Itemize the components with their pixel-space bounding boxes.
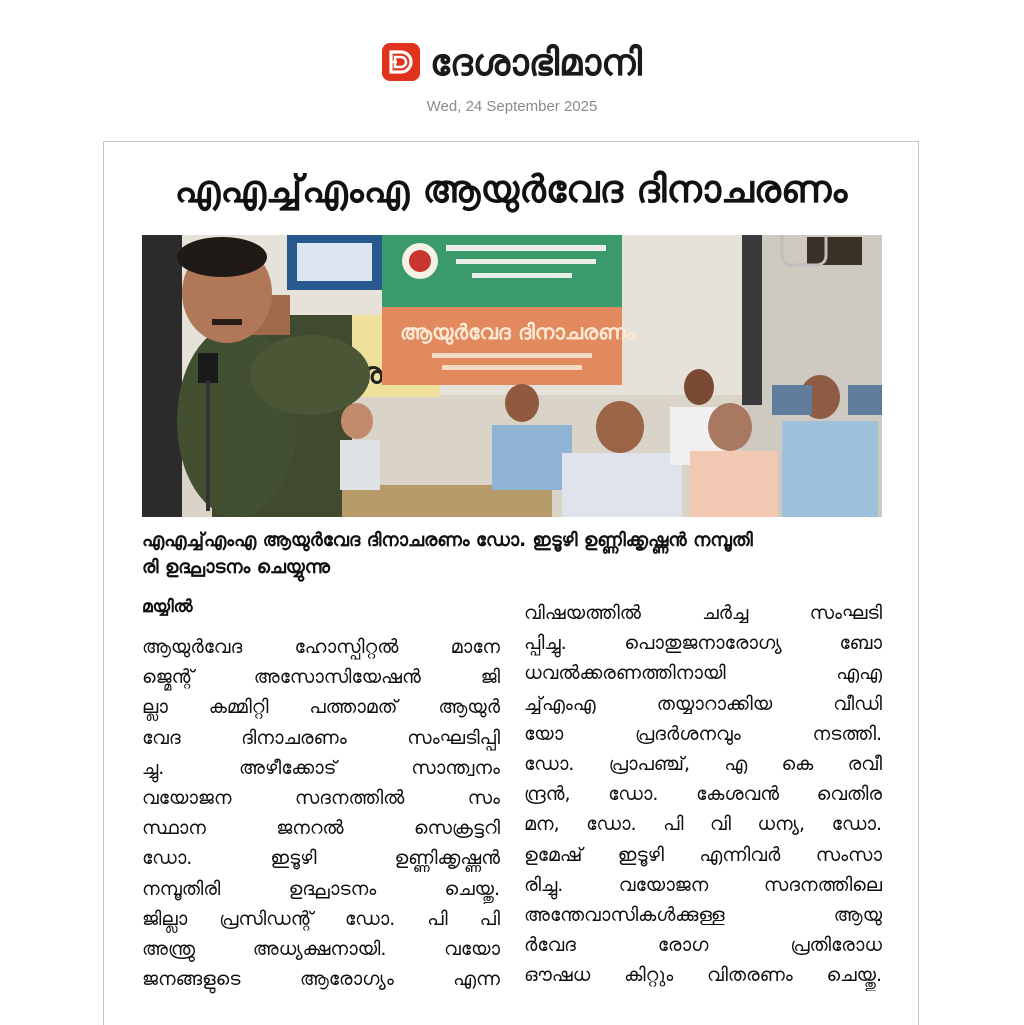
body-line: ന്ദ്രൻ, ഡോ. കേശവൻ വെതിര bbox=[524, 783, 882, 806]
article-body-left-column bbox=[142, 632, 500, 994]
body-line: ജനങ്ങളുടെ ആരോഗ്യം എന്ന bbox=[142, 968, 500, 991]
brand-name[interactable]: ദേശാഭിമാനി bbox=[430, 40, 642, 84]
article-body-right-column bbox=[524, 598, 882, 991]
article-headline: എഎച്ച്എംഎ ആയുർവേദ ദിനാചരണം bbox=[174, 167, 848, 211]
body-line: വേദ ദിനാചരണം സംഘടിപ്പി bbox=[142, 726, 500, 749]
body-line: നമ്പൂതിരി ഉദ്ഘാടനം ചെയ്തു. bbox=[142, 877, 500, 900]
deshabhimani-logo-icon bbox=[382, 43, 420, 81]
body-line: സ്ഥാന ജനറൽ സെക്രട്ടറി bbox=[142, 817, 500, 840]
body-line: ധവൽക്കരണത്തിനായി എഎ bbox=[524, 662, 882, 685]
body-line: ആയുർവേദ ഹോസ്പിറ്റൽ മാനേ bbox=[142, 636, 500, 658]
body-line: ർവേദ രോഗ പ്രതിരോധ bbox=[524, 934, 882, 957]
body-line: ഡോ. ഇടൂഴി ഉണ്ണിക്കൃഷ്ണൻ bbox=[142, 847, 500, 870]
body-line: ജ്മെന്റ് അസോസിയേഷൻ ജി bbox=[142, 666, 500, 689]
article-photo bbox=[142, 235, 882, 517]
photo-caption bbox=[142, 527, 882, 581]
body-line: അന്തേവാസികൾക്കുള്ള ആയു bbox=[524, 904, 882, 927]
body-line: ഡോ. പ്രാപഞ്ച്, എ കെ രവീ bbox=[524, 753, 882, 776]
body-line: ച്ചു. അഴീക്കോട് സാന്ത്വനം bbox=[142, 756, 500, 779]
body-line: ഉമേഷ് ഇടൂഴി എന്നിവർ സംസാ bbox=[524, 843, 882, 866]
body-line: വിഷയത്തിൽ ചർച്ച സംഘടി bbox=[524, 602, 882, 624]
article-dateline: മയ്യിൽ bbox=[142, 597, 193, 617]
body-line: ജില്ലാ പ്രസിഡന്റ് ഡോ. പി പി bbox=[142, 907, 500, 930]
body-line: ല്ലാ കമ്മിറ്റി പത്താമത് ആയുർ bbox=[142, 696, 500, 719]
body-line: രിച്ചു. വയോജന സദനത്തിലെ bbox=[524, 873, 882, 896]
body-line: വയോജന സദനത്തിൽ സം bbox=[142, 787, 500, 810]
body-line: ച്ച്എംഎ തയ്യാറാക്കിയ വീഡി bbox=[524, 692, 882, 715]
body-line: പ്പിച്ചു. പൊതുജനാരോഗ്യ ബോ bbox=[524, 632, 882, 655]
banner-text: ആയുർവേദ ദിനാചരണം bbox=[400, 320, 635, 344]
masthead bbox=[0, 34, 1024, 90]
caption-line: രി ഉദ്ഘാടനം ചെയ്യുന്നു bbox=[142, 557, 330, 578]
body-line: ഔഷധ കിറ്റും വിതരണം ചെയ്തു. bbox=[524, 964, 882, 987]
edition-date: Wed, 24 September 2025 bbox=[426, 98, 598, 115]
body-line: അന്ത്രു അധ്യക്ഷനായി. വയോ bbox=[142, 938, 500, 961]
body-line: യോ പ്രദർശനവും നടത്തി. bbox=[524, 722, 882, 745]
newspaper-clipping bbox=[103, 141, 919, 1025]
caption-line: എഎച്ച്എംഎ ആയുർവേദ ദിനാചരണം ഡോ. ഇടൂഴി ഉണ്ണിക്കൃഷ്ണൻ നമ്പൂതി bbox=[142, 530, 753, 551]
body-line: മന, ഡോ. പി വി ധന്യ, ഡോ. bbox=[524, 813, 882, 836]
